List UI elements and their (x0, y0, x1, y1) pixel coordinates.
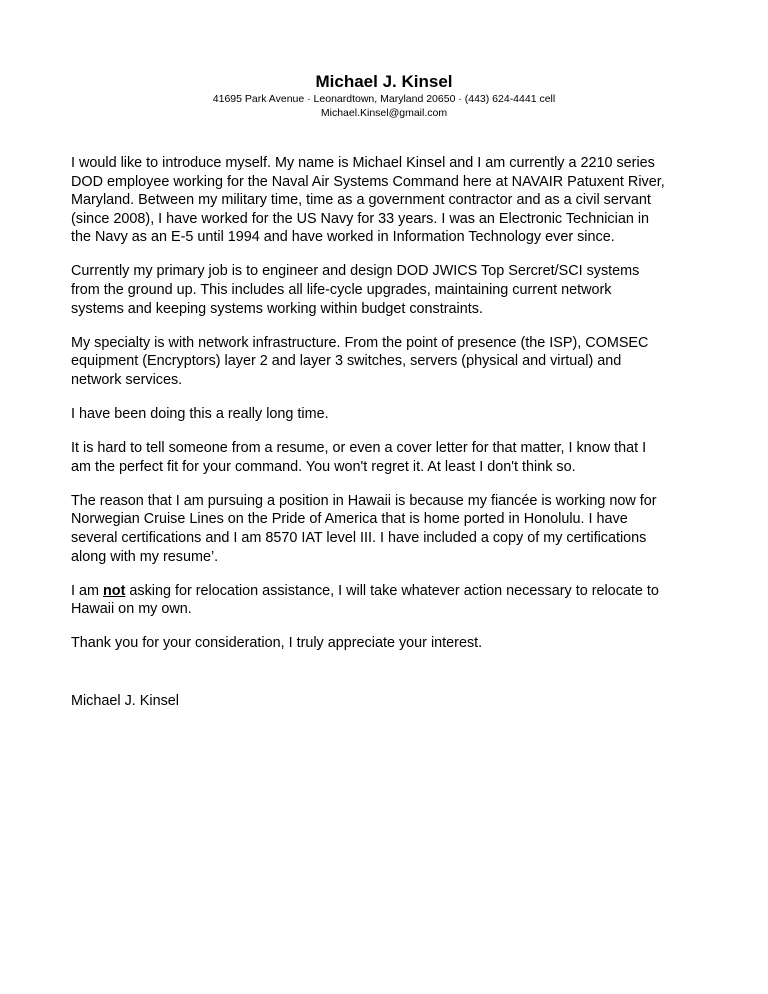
letter-body (71, 154, 701, 668)
text-line: Hawaii on my own. (71, 601, 192, 618)
emphasized-word: not (103, 582, 126, 599)
text-line: DOD employee working for the Naval Air Systems Command here at NAVAIR Patuxent River, (71, 173, 665, 190)
text-fragment: I am (71, 582, 103, 599)
signature: Michael J. Kinsel (71, 693, 179, 709)
sender-address: 41695 Park Avenue · Leonardtown, Maryland 20650 · (443) 624-4441 cell (212, 93, 556, 105)
text-line: am the perfect fit for your command. You won't regret it. At least I don't think so. (71, 458, 576, 475)
letterhead (0, 71, 768, 120)
text-line: Norwegian Cruise Lines on the Pride of America that is home ported in Honolulu. I have (71, 511, 628, 528)
paragraph-current-job (71, 262, 701, 318)
text-line (71, 582, 701, 601)
text-line: several certifications and I am 8570 IAT level III. I have included a copy of my certifications (71, 530, 647, 546)
text-line: from the ground up. This includes all life-cycle upgrades, maintaining current network (71, 282, 612, 299)
text-line: I would like to introduce myself. My name is Michael Kinsel and I am currently a 2210 series (71, 155, 655, 171)
sender-email: Michael.Kinsel@gmail.com (320, 107, 448, 119)
text-line: Currently my primary job is to engineer and design DOD JWICS Top Sercret/SCI systems (71, 263, 640, 280)
text-line: Maryland. Between my military time, time as a government contractor and as a civil servant (71, 192, 651, 209)
text-line: My specialty is with network infrastructure. From the point of presence (the ISP), COMSEC (71, 334, 649, 351)
text-line: Thank you for your consideration, I truly appreciate your interest. (71, 635, 483, 652)
paragraph-experience (71, 405, 701, 424)
text-fragment: asking for relocation assistance, I will take whatever action necessary to relocate to (125, 582, 659, 599)
text-line: equipment (Encryptors) layer 2 and layer 3 switches, servers (physical and virtual) and (71, 353, 622, 370)
paragraph-fit (71, 439, 701, 476)
text-line: the Navy as an E-5 until 1994 and have worked in Information Technology ever since. (71, 229, 615, 246)
text-line: systems and keeping systems working within budget constraints. (71, 300, 483, 317)
paragraph-hawaii (71, 492, 701, 566)
text-line: I have been doing this a really long time. (71, 406, 329, 423)
paragraph-relocation (71, 582, 701, 619)
paragraph-specialty (71, 334, 701, 390)
text-line: It is hard to tell someone from a resume, or even a cover letter for that matter, I know that I (71, 440, 647, 457)
text-line: The reason that I am pursuing a position in Hawaii is because my fiancée is working now for (71, 492, 657, 509)
paragraph-closing (71, 634, 701, 653)
text-line: along with my resume’. (71, 548, 219, 565)
sender-name: Michael J. Kinsel (315, 72, 453, 91)
text-line: network services. (71, 371, 183, 388)
text-line: (since 2008), I have worked for the US Navy for 33 years. I was an Electronic Technician in (71, 210, 650, 227)
paragraph-introduction (71, 154, 701, 247)
